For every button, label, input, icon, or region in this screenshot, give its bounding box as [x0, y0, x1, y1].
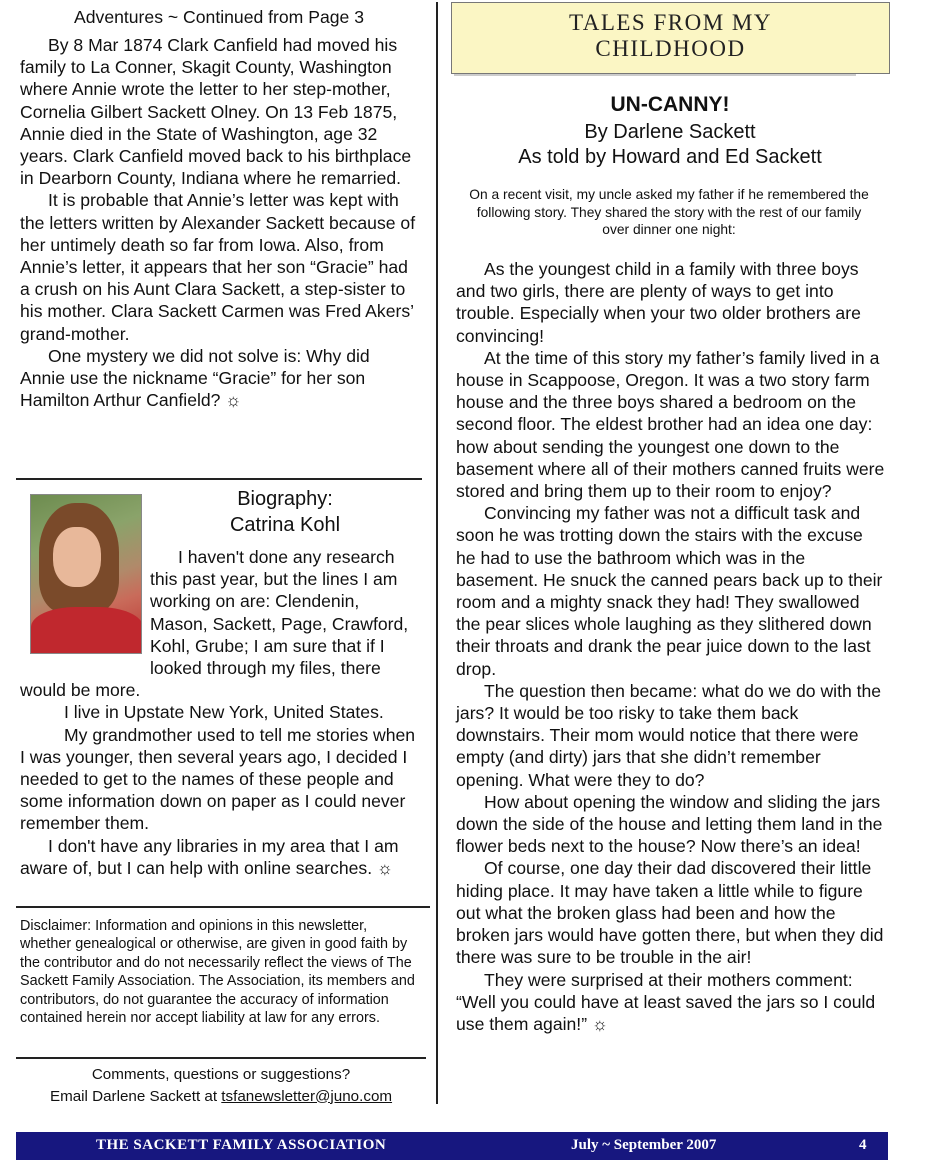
story-paragraph: The question then became: what do we do with the jars? It would be too risky to take them back downstairs. Their mom would notice that there were empty (and dirty) jars that she didn’t remember opening. What were they to do? [456, 680, 882, 790]
section-divider [16, 906, 430, 908]
article-paragraph: One mystery we did not solve is: Why did Annie use the nickname “Gracie” for her son Hamilton Arthur Canfield? ☼ [20, 345, 370, 411]
comments-box [16, 1064, 426, 1107]
section-divider [16, 1057, 426, 1059]
story-credits [455, 120, 885, 169]
story-paragraph: Of course, one day their dad discovered their little hiding place. It may have taken a little while to figure out what the broken glass had been and how the broken jars would have gotten there, but when they did there was sure to be trouble in the air! [456, 858, 884, 968]
section-divider [16, 478, 422, 480]
email-link[interactable]: tsfanewsletter@juno.com [221, 1087, 393, 1105]
banner-line2: CHILDHOOD [595, 36, 746, 61]
footer-issue-date: July ~ September 2007 [571, 1137, 717, 1153]
comments-prompt: Comments, questions or suggestions? [91, 1066, 351, 1083]
banner-shadow [454, 74, 856, 76]
email-prefix: Email Darlene Sackett at [49, 1087, 222, 1105]
footer-organization: THE SACKETT FAMILY ASSOCIATION [96, 1137, 387, 1153]
biography-title-line1: Biography: [237, 488, 333, 510]
page-footer [16, 1132, 888, 1160]
continued-heading: Adventures ~ Continued from Page 3 [74, 7, 364, 27]
story-paragraph: How about opening the window and sliding the jars down the side of the house and letting them land in the flower beds next to the house? Now there’s an idea! [456, 791, 883, 857]
biography-title-line2: Catrina Kohl [229, 514, 341, 536]
biography-paragraph: I haven't done any research this past year, but the lines I am working on are: Clendenin, Mason, Sackett, Page, Crawford, Kohl, Grube; I am sure that if I looked through my files, there would be more. [20, 547, 409, 701]
biography-paragraph: My grandmother used to tell me stories when I was younger, then several years ago, I decided I needed to get to the names of these people and some information down on paper as I could never remember them. [20, 724, 416, 834]
story-paragraph: At the time of this story my father’s family lived in a house in Scappoose, Oregon. It was a two story farm house and the three boys shared a bedroom on the second floor. The eldest brother had an idea one day: how about sending the youngest one down to the basement where all of their mothers canned fruits were stored and bring them up to their room to enjoy? [456, 347, 885, 502]
footer-page-number: 4 [859, 1137, 867, 1153]
story-body [456, 258, 886, 1035]
section-banner [451, 2, 890, 74]
banner-line1: TALES FROM MY [569, 10, 772, 35]
article-paragraph: It is probable that Annie’s letter was kept with the letters written by Alexander Sackett because of her untimely death so far from Iowa. Also, from Annie’s letter, it appears that her son “Gracie” had a crush on his Aunt Clara Sackett, a step-sister to his mother. Clara Sackett Carmen was Fred Akers’ grand-mother. [20, 190, 416, 344]
story-title: UN-CANNY! [610, 93, 730, 116]
continued-article [20, 6, 418, 411]
story-intro: On a recent visit, my uncle asked my father if he remembered the following story. They shared the story with the rest of our family over dinner one night: [469, 187, 869, 237]
story-byline: By Darlene Sackett [584, 121, 756, 143]
comments-email-line [16, 1086, 426, 1108]
story-told-by: As told by Howard and Ed Sackett [518, 145, 822, 168]
story-paragraph: Convincing my father was not a difficult task and soon he was trotting down the stairs with the excuse he had to use the bathroom which was in the basement. He snuck the canned pears back up to their room and a mighty snack they had! They swallowed the pear slices whole laughing as they slithered down their throats and drank the pear juice down to the last drop. [456, 503, 883, 679]
portrait-photo [30, 494, 142, 654]
story-paragraph: As the youngest child in a family with three boys and two girls, there are plenty of ways to get into trouble. Especially when your two older brothers are convincing! [456, 259, 861, 346]
disclaimer-text: Disclaimer: Information and opinions in this newsletter, whether genealogical or otherwise, are given in good faith by the contributor and do not necessarily reflect the views of The Sackett Family Association. The Association, its members and contributors, do not guarantee the accuracy of information contained herein nor accept liability at law for any errors. [20, 918, 415, 1027]
biography-paragraph: I live in Upstate New York, United States. [64, 702, 384, 723]
column-divider [436, 2, 438, 1104]
biography-section [20, 484, 420, 879]
story-paragraph: They were surprised at their mothers comment: “Well you could have at least saved the jars so I could use them again!” ☼ [456, 969, 876, 1034]
biography-paragraph: I don't have any libraries in my area that I am aware of, but I can help with online searches. ☼ [20, 835, 399, 878]
article-paragraph: By 8 Mar 1874 Clark Canfield had moved his family to La Conner, Skagit County, Washington where Annie wrote the letter to her step-mother, Cornelia Gilbert Sackett Olney. On 13 Feb 1875, Annie died in the State of Washington, age 32 years. Clark Canfield moved back to his birthplace in Dearborn County, Indiana where he remarried. [20, 35, 412, 189]
